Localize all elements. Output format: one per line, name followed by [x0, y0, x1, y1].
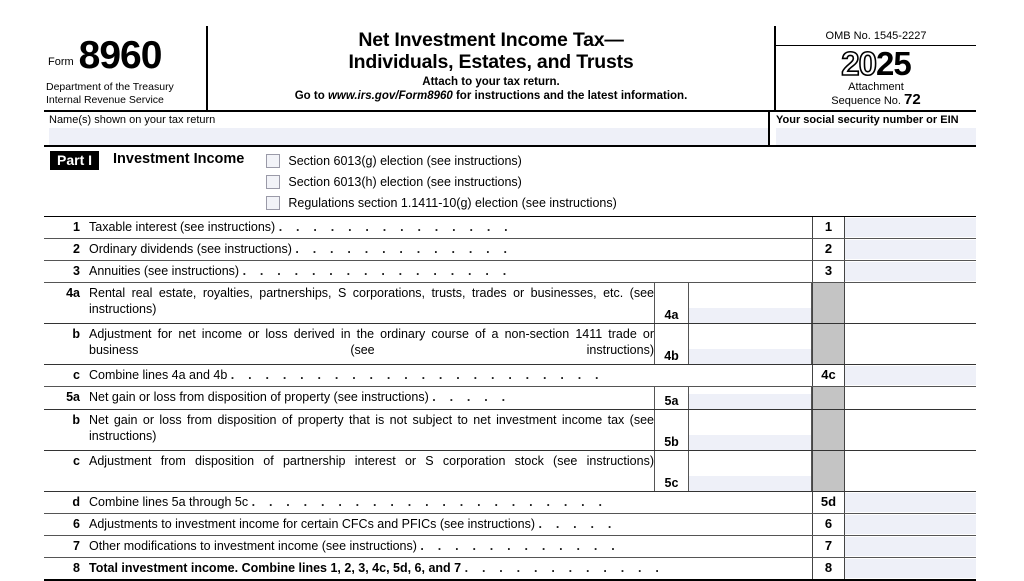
election-label: Regulations section 1.1411-10(g) election (see instructions) — [288, 195, 617, 210]
line-description — [89, 283, 654, 323]
shaded-box — [812, 283, 845, 323]
line-number: 1 — [73, 220, 80, 234]
sub-line-number: 4b — [655, 324, 689, 364]
attachment-sequence-label: Sequence No. — [831, 94, 905, 107]
sub-amount-input[interactable] — [689, 308, 811, 323]
line-number: 4a — [66, 286, 80, 300]
part-1-title: Investment Income — [113, 151, 245, 167]
table-row — [44, 451, 976, 492]
election-row[interactable] — [266, 150, 616, 171]
line-text: Rental real estate, royalties, partnerships, S corporations, trusts, trades or businesses, etc. (see instructions) — [89, 286, 654, 316]
dot-leader: . . . . . . . . . . . . . . . . . . . . . — [251, 495, 608, 509]
table-row — [44, 283, 976, 324]
subtotal-group — [654, 410, 812, 450]
line-description — [89, 324, 654, 364]
table-row — [44, 324, 976, 365]
sub-line-number: 5a — [655, 387, 689, 409]
goto-line — [212, 90, 770, 102]
sub-amount-cell[interactable] — [689, 387, 811, 409]
department-line-1: Department of the Treasury — [46, 81, 174, 93]
line-number: 6 — [73, 517, 80, 531]
form-title-line-1: Net Investment Income Tax— — [358, 29, 624, 51]
line-box-number: 7 — [812, 536, 845, 557]
amount-cell[interactable] — [845, 239, 976, 260]
shaded-amount-cell — [845, 410, 976, 450]
table-row — [44, 410, 976, 451]
line-box-number: 3 — [812, 261, 845, 282]
form-label: Form — [48, 56, 74, 68]
form-number: 8960 — [78, 34, 162, 78]
tax-year-block — [776, 46, 976, 110]
line-number: 5a — [66, 390, 80, 404]
amount-cell[interactable] — [845, 514, 976, 535]
line-description — [89, 217, 812, 238]
ssn-input[interactable] — [776, 128, 976, 145]
table-row — [44, 261, 976, 283]
dot-leader: . . . . . . . . . . . . . . — [278, 220, 513, 234]
line-number: 7 — [73, 539, 80, 553]
amount-input[interactable] — [845, 218, 976, 237]
line-items-table — [44, 217, 976, 581]
name-caption: Name(s) shown on your tax return — [49, 114, 216, 126]
line-number: 2 — [73, 242, 80, 256]
amount-input[interactable] — [845, 366, 976, 385]
table-row — [44, 492, 976, 514]
line-text: Adjustments to investment income for certain CFCs and PFICs (see instructions) — [89, 517, 535, 531]
shaded-box — [812, 451, 845, 491]
sub-line-number: 4a — [655, 283, 689, 323]
amount-input[interactable] — [845, 493, 976, 512]
line-text: Net gain or loss from disposition of property that is not subject to net investment income tax (see instructions) — [89, 413, 654, 443]
attachment-label: Attachment — [848, 81, 904, 93]
line-text: Adjustment from disposition of partnership interest or S corporation stock (see instructions) — [89, 454, 654, 468]
line-number: b — [72, 327, 80, 341]
line-description — [89, 451, 654, 491]
line-description — [89, 492, 812, 513]
sub-line-number: 5b — [655, 410, 689, 450]
form-title-line-2: Individuals, Estates, and Trusts — [348, 51, 634, 73]
amount-input[interactable] — [845, 537, 976, 556]
line-description — [89, 536, 812, 557]
amount-cell[interactable] — [845, 261, 976, 282]
line-number: 3 — [73, 264, 80, 278]
line-text: Ordinary dividends (see instructions) — [89, 242, 292, 256]
line-box-number: 4c — [812, 365, 845, 386]
sub-amount-cell[interactable] — [689, 451, 811, 491]
sub-amount-cell[interactable] — [689, 283, 811, 323]
department-block — [44, 74, 206, 106]
ssn-caption: Your social security number or EIN — [776, 114, 959, 126]
dot-leader: . . . . . . . . . . . . . — [295, 242, 513, 256]
line-text: Combine lines 4a and 4b — [89, 368, 228, 382]
line-box-number: 5d — [812, 492, 845, 513]
name-cell — [44, 112, 770, 145]
shaded-amount-cell — [845, 283, 976, 323]
attachment-sequence-line — [776, 90, 976, 108]
line-description — [89, 514, 812, 535]
dot-leader: . . . . . . . . . . . . — [464, 561, 665, 575]
part-1-tag: Part I — [50, 151, 99, 170]
line-description — [89, 410, 654, 450]
amount-cell[interactable] — [845, 536, 976, 557]
amount-cell[interactable] — [845, 365, 976, 386]
part-1-header — [44, 147, 976, 217]
shaded-amount-cell — [845, 324, 976, 364]
form-title-block — [208, 26, 774, 110]
line-text: Taxable interest (see instructions) — [89, 220, 276, 234]
election-row[interactable] — [266, 171, 616, 192]
tax-year — [776, 46, 976, 80]
election-label: Section 6013(g) election (see instructions) — [288, 153, 522, 168]
goto-suffix: for instructions and the latest information. — [452, 90, 688, 102]
omb-block — [774, 26, 976, 110]
shaded-box — [812, 324, 845, 364]
subtotal-group — [654, 387, 812, 409]
line-text: Combine lines 5a through 5c — [89, 495, 249, 509]
table-row — [44, 387, 976, 410]
ssn-cell — [770, 112, 976, 145]
dot-leader: . . . . . . . . . . . . . . . . — [242, 264, 512, 278]
line-box-number: 1 — [812, 217, 845, 238]
amount-cell[interactable] — [845, 217, 976, 238]
amount-input[interactable] — [845, 240, 976, 259]
line-text: Adjustment for net income or loss derived in the ordinary course of a non-section 1411 trade or business (see instructions) — [89, 327, 654, 357]
sub-amount-cell[interactable] — [689, 410, 811, 450]
election-checkbox-group — [266, 150, 616, 213]
tax-year-solid: 25 — [876, 45, 911, 82]
sub-amount-input[interactable] — [689, 435, 811, 450]
table-row — [44, 239, 976, 261]
amount-input[interactable] — [845, 559, 976, 578]
attachment-sequence-number: 72 — [904, 90, 921, 108]
line-number: c — [73, 368, 80, 382]
goto-url[interactable]: www.irs.gov/Form8960 — [327, 90, 453, 102]
line-box-number: 2 — [812, 239, 845, 260]
line-number: b — [72, 413, 80, 427]
dot-leader: . . . . . . . . . . . . . . . . . . . . . . — [230, 368, 604, 382]
amount-input[interactable] — [845, 515, 976, 534]
checkbox-section-6013h[interactable] — [266, 175, 280, 189]
sub-amount-input[interactable] — [689, 349, 811, 364]
table-row — [44, 514, 976, 536]
sub-amount-input[interactable] — [689, 394, 811, 409]
line-text: Annuities (see instructions) — [89, 264, 240, 278]
form-header — [44, 26, 976, 112]
irs-form-8960 — [44, 26, 976, 581]
line-text: Net gain or loss from disposition of property (see instructions) — [89, 390, 429, 404]
line-description — [89, 387, 654, 409]
election-label: Section 6013(h) election (see instructions) — [288, 174, 522, 189]
table-row — [44, 365, 976, 387]
sub-amount-cell[interactable] — [689, 324, 811, 364]
form-number-block — [44, 26, 206, 78]
name-input[interactable] — [49, 128, 768, 145]
subtotal-group — [654, 451, 812, 491]
subtotal-group — [654, 283, 812, 323]
line-box-number: 8 — [812, 558, 845, 579]
subtotal-group — [654, 324, 812, 364]
shaded-amount-cell — [845, 451, 976, 491]
line-number: 8 — [73, 561, 80, 575]
attachment-sequence — [776, 80, 976, 110]
form-identity-block — [44, 26, 208, 110]
election-row[interactable] — [266, 192, 616, 213]
line-text: Total investment income. Combine lines 1, 2, 3, 4c, 5d, 6, and 7 — [89, 561, 462, 575]
line-number: d — [72, 495, 80, 509]
amount-input[interactable] — [845, 262, 976, 281]
line-box-number: 6 — [812, 514, 845, 535]
dot-leader: . . . . . — [432, 390, 511, 404]
shaded-amount-cell — [845, 387, 976, 409]
sub-line-number: 5c — [655, 451, 689, 491]
taxpayer-name-row — [44, 112, 976, 147]
table-row — [44, 536, 976, 558]
department-line-2: Internal Revenue Service — [46, 93, 164, 106]
checkbox-regulations-1411-10g[interactable] — [266, 196, 280, 210]
sub-amount-input[interactable] — [689, 476, 811, 491]
line-description — [89, 239, 812, 260]
checkbox-section-6013g[interactable] — [266, 154, 280, 168]
dot-leader: . . . . . — [538, 517, 617, 531]
shaded-box — [812, 410, 845, 450]
line-description — [89, 365, 812, 386]
amount-cell[interactable] — [845, 492, 976, 513]
line-description — [89, 261, 812, 282]
line-number: c — [73, 454, 80, 468]
attach-note: Attach to your tax return. — [422, 76, 560, 88]
shaded-box — [812, 387, 845, 409]
dot-leader: . . . . . . . . . . . . — [420, 539, 620, 553]
line-text: Other modifications to investment income (see instructions) — [89, 539, 417, 553]
omb-number: OMB No. 1545-2227 — [776, 26, 976, 46]
goto-prefix: Go to — [294, 90, 328, 102]
tax-year-hollow: 20 — [841, 45, 876, 82]
table-row — [44, 217, 976, 239]
